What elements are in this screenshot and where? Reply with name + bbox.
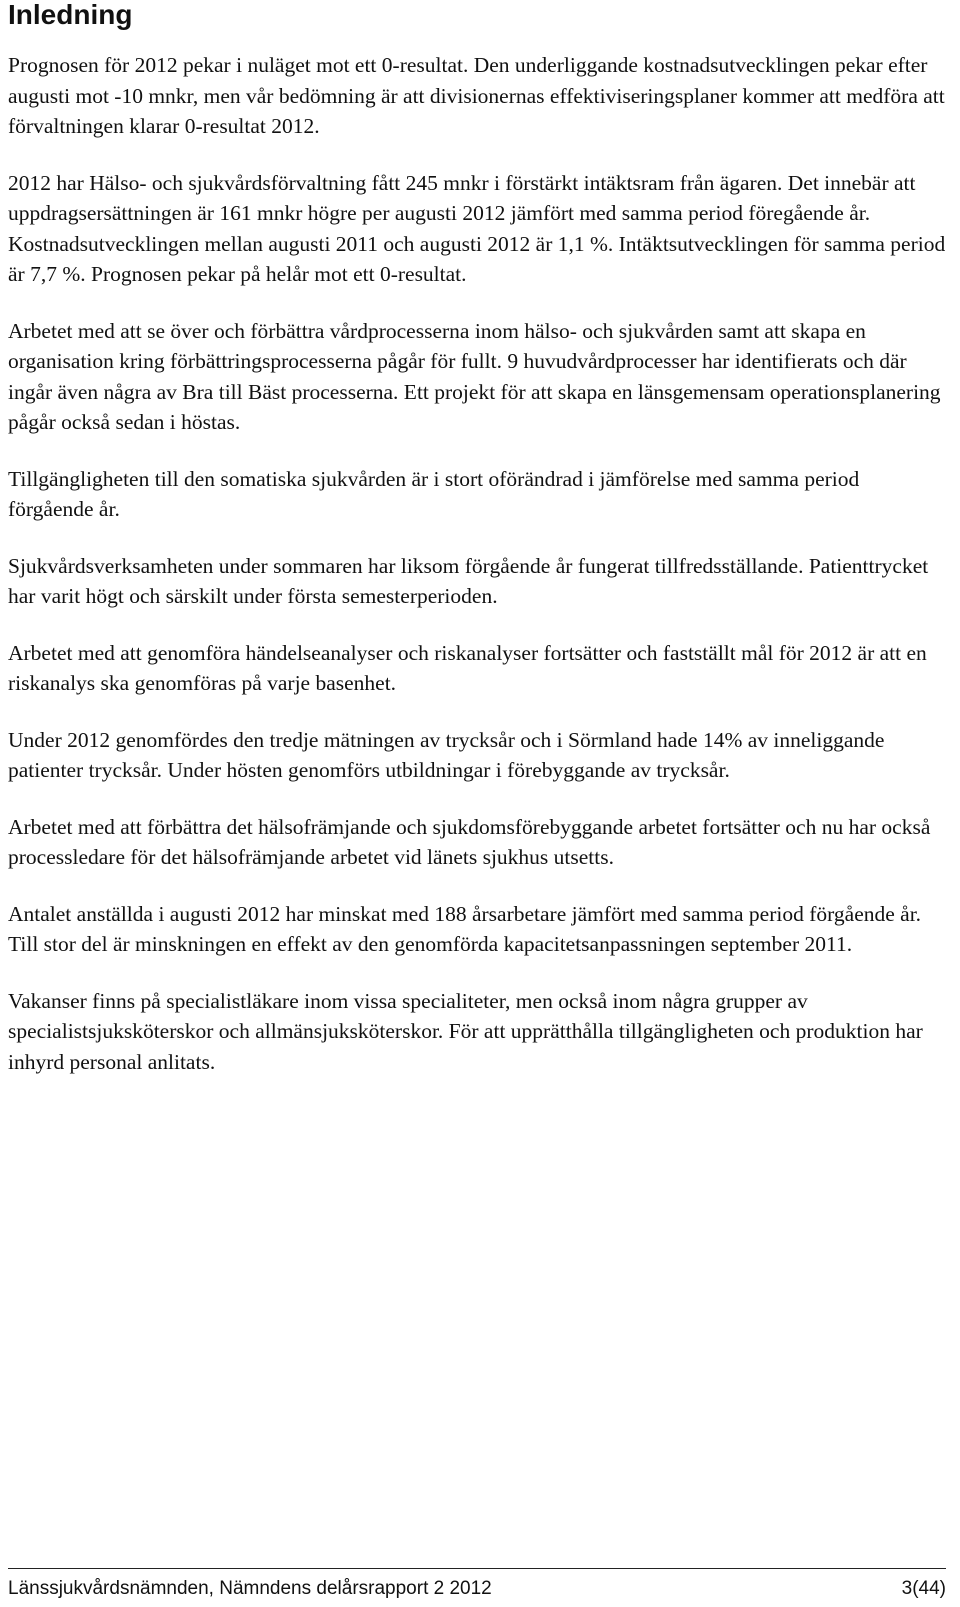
section-heading: Inledning (8, 0, 133, 30)
footer-page-number: 3(44) (901, 1578, 946, 1599)
paragraph-health-promotion: Arbetet med att förbättra det hälsofrämjande och sjukdomsförebyggande arbetet fortsätter och nu har också processledare för det hälsofrämjande arbetet vid länets sjukhus utsetts. (8, 814, 931, 869)
paragraph-summer-operations: Sjukvårdsverksamheten under sommaren har liksom förgående år fungerat tillfredsställande. Patienttrycket har varit högt och särskilt under första semesterperioden. (8, 553, 929, 608)
paragraph-revenue: 2012 har Hälso- och sjukvårdsförvaltning fått 245 mnkr i förstärkt intäktsram från ägaren. Det innebär att uppdragsersättningen är 161 mnkr högre per augusti 2012 jämfört med samma period föregående år. Kostnadsutvecklingen mellan augusti 2011 och augusti 2012 är 1,1 %. Intäktsutvecklingen för samma period är 7,7 %. Prognosen pekar på helår mot ett 0-resultat. (8, 170, 946, 286)
paragraph-risk-analysis: Arbetet med att genomföra händelseanalyser och riskanalyser fortsätter och fastställt mål för 2012 är att en riskanalys ska genomföras på varje basenhet. (8, 640, 927, 695)
paragraph-employees: Antalet anställda i augusti 2012 har minskat med 188 årsarbetare jämfört med samma period förgående år. Till stor del är minskningen en effekt av den genomförda kapacitetsanpassningen september 2011. (8, 901, 922, 956)
paragraph-prognosis: Prognosen för 2012 pekar i nuläget mot ett 0-resultat. Den underliggande kostnadsutvecklingen pekar efter augusti mot -10 mnkr, men vår bedömning är att divisionernas effektiviseringsplaner kommer att medföra att förvaltningen klarar 0-resultat 2012. (8, 53, 945, 138)
paragraph-accessibility: Tillgängligheten till den somatiska sjukvården är i stort oförändrad i jämförelse med samma period förgående år. (8, 466, 860, 521)
paragraph-pressure-ulcers: Under 2012 genomfördes den tredje mätningen av trycksår och i Sörmland hade 14% av inneliggande patienter trycksår. Under hösten genomförs utbildningar i förebyggande av trycksår. (8, 727, 885, 782)
paragraph-care-processes: Arbetet med att se över och förbättra vårdprocesserna inom hälso- och sjukvården samt att skapa en organisation kring förbättringsprocesserna pågår för fullt. 9 huvudvårdprocesser har identifierats och där ingår även några av Bra till Bäst processerna. Ett projekt för att skapa en länsgemensam operationsplanering pågår också sedan i höstas. (8, 318, 941, 434)
page-footer (8, 1568, 946, 1601)
paragraph-vacancies: Vakanser finns på specialistläkare inom vissa specialiteter, men också inom några grupper av specialistsjuksköterskor och allmänsjuksköterskor. För att upprätthålla tillgängligheten och produktion har inhyrd personal anlitats. (8, 988, 923, 1074)
document-page (8, 0, 946, 1077)
footer-document-title: Länssjukvårdsnämnden, Nämndens delårsrapport 2 2012 (8, 1578, 492, 1599)
